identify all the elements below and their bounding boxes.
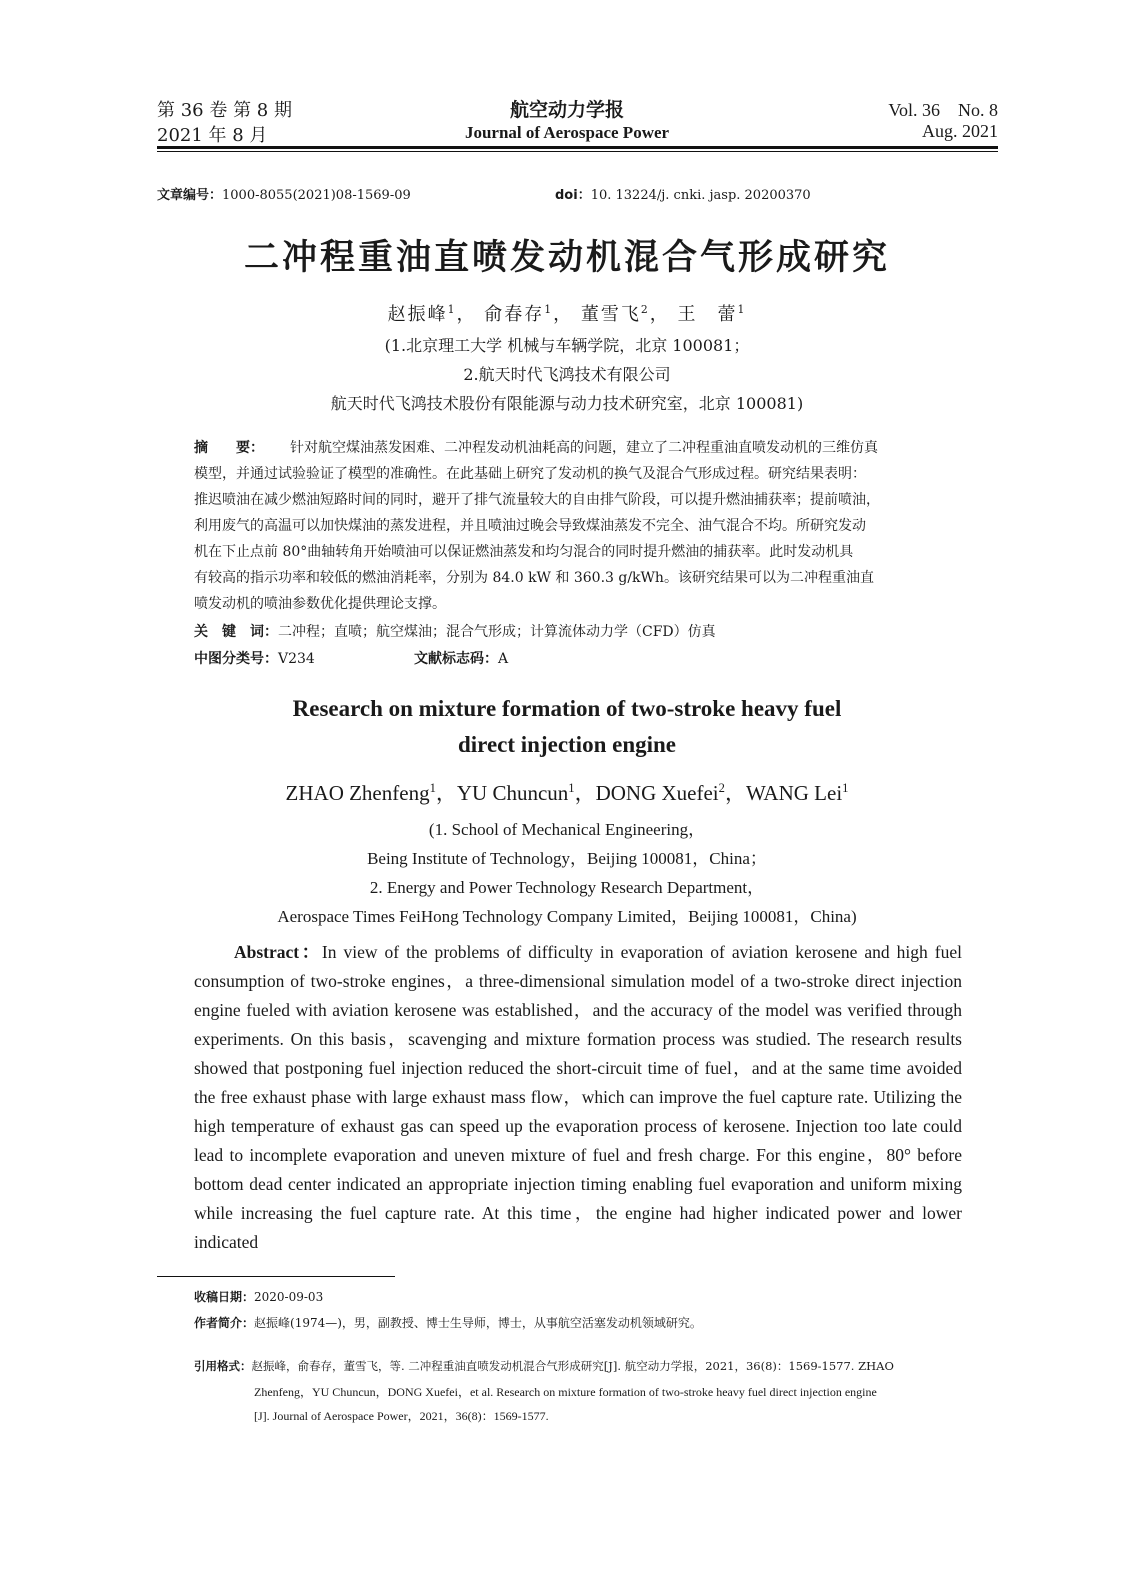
abstract-en-text: In view of the problems of difficulty in evaporation of aviation kerosene and high fuel consumption of two-stroke engines，a three-dimensional simulation model of a two-stroke direct injection engine fueled with aviation kerosene was established，and the accuracy of the model was verified through experiments. On this basis，scavenging and mixture formation process was studied. The research results showed that postponing fuel injection reduced the short-circuit time of fuel，and at the same time avoided the free exhaust phase with large exhaust mass flow，which can improve the fuel capture rate. Utilizing the high temperature of exhaust gas can speed up the evaporation process of kerosene. Injection too late could lead to incomplete evaporation and uneven mixture of fuel and fresh charge. For this engine，80° before bottom dead center indicated an appropriate injection timing enabling fuel evaporation and uniform mixing while increasing the fuel capture rate. At this time，the engine had higher indicated power and lower indicated	[194, 942, 962, 1252]
abstract-cn-line-7: 喷发动机的喷油参数优化提供理论支撑。	[194, 596, 446, 612]
header-date-cn: 2021 年 8 月	[157, 125, 268, 146]
received-date	[194, 1288, 323, 1305]
title-cn: 二冲程重油直喷发动机混合气形成研究	[243, 238, 890, 278]
document-code-label: 文献标志码：	[414, 651, 498, 667]
authors-cn	[0, 300, 1134, 326]
clc-number	[194, 648, 315, 668]
affil-en-1: (1. School of Mechanical Engineering，	[428, 820, 706, 839]
title-en-line-2: direct injection engine	[457, 732, 677, 757]
article-number-value: 1000-8055(2021)08-1569-09	[222, 188, 411, 203]
bio-value: 赵振峰(1974—)，男，副教授、博士生导师，博士，从事航空活塞发动机领域研究。	[254, 1316, 702, 1330]
author-sep: ，	[456, 304, 477, 325]
abstract-en-label: Abstract：	[234, 942, 322, 962]
author-sep: ，	[553, 304, 574, 325]
author-cn-2: 俞春存	[484, 304, 545, 325]
article-number	[157, 184, 411, 203]
abstract-cn-line-4: 利用废气的高温可以加快煤油的蒸发进程，并且喷油过晚会导致煤油蒸发不完全、油气混合不均。所研究发动	[194, 518, 866, 534]
header-volume-cn: 第 36 卷 第 8 期	[157, 100, 292, 121]
author-cn-4: 王 蕾	[677, 304, 738, 325]
article-number-label: 文章编号：	[157, 188, 223, 203]
author-sep: ，	[724, 781, 746, 805]
citation-line-3: [J]. Journal of Aerospace Power，2021，36(8)：1569-1577.	[254, 1409, 549, 1423]
abstract-cn-line-5: 机在下止点前 80°曲轴转角开始喷油可以保证燃油蒸发和均匀混合的同时提升燃油的捕获率。此时发动机具	[194, 544, 854, 560]
affil-cn-2: 2.航天时代飞鸿技术有限公司	[463, 365, 671, 384]
cite-line-1: 赵振峰，俞春存，董雪飞，等. 二冲程重油直喷发动机混合气形成研究[J]. 航空动力学报，2021，36(8)：1569-1577. ZHAO	[251, 1359, 894, 1373]
keywords-cn-label: 关 键 词：	[194, 624, 278, 640]
doi-label: doi：	[555, 188, 591, 203]
author-bio	[194, 1314, 702, 1331]
document-code	[414, 648, 508, 668]
author-cn-1-sup: 1	[447, 303, 457, 316]
received-value: 2020-09-03	[254, 1290, 324, 1304]
header-rule-thick	[157, 146, 998, 149]
author-sep: ，	[574, 781, 596, 805]
footnote-rule	[157, 1276, 395, 1277]
affil-en-2: Being Institute of Technology，Beijing 100081，China；	[367, 849, 767, 868]
abstract-cn-line-1: 针对航空煤油蒸发困难、二冲程发动机油耗高的问题，建立了二冲程重油直喷发动机的三维仿真	[290, 440, 878, 456]
author-cn-3-sup: 2	[640, 303, 650, 316]
abstract-en	[194, 938, 962, 1257]
author-en-3-sup: 2	[718, 781, 725, 795]
author-cn-3: 董雪飞	[580, 304, 641, 325]
author-cn-2-sup: 1	[544, 303, 554, 316]
keywords-cn	[194, 621, 716, 641]
author-sep: ，	[435, 781, 457, 805]
header-date-en: Aug. 2021	[922, 121, 998, 141]
author-cn-4-sup: 1	[737, 303, 747, 316]
author-en-3: DONG Xuefei	[595, 781, 719, 805]
author-en-1: ZHAO Zhenfeng	[285, 781, 430, 805]
author-en-1-sup: 1	[429, 781, 436, 795]
author-sep: ，	[649, 304, 670, 325]
author-en-2: YU Chuncun	[456, 781, 569, 805]
document-code-value: A	[498, 651, 509, 667]
affil-cn-3: 航天时代飞鸿技术股份有限能源与动力技术研究室，北京 100081)	[330, 394, 804, 413]
author-en-4: WANG Lei	[745, 781, 843, 805]
authors-en	[0, 777, 1134, 807]
header-journal-cn: 航空动力学报	[509, 99, 624, 121]
bio-label: 作者简介：	[194, 1316, 255, 1330]
cite-label: 引用格式：	[194, 1359, 252, 1373]
author-cn-1: 赵振峰	[387, 304, 448, 325]
abstract-cn-label: 摘 要：	[194, 440, 264, 456]
header-rule-thin	[157, 151, 998, 152]
affil-en-4: Aerospace Times FeiHong Technology Company Limited，Beijing 100081，China)	[277, 907, 857, 926]
author-en-4-sup: 1	[842, 781, 849, 795]
clc-label: 中图分类号：	[194, 651, 278, 667]
header-journal-en: Journal of Aerospace Power	[464, 123, 670, 142]
header-volume-en: Vol. 36 No. 8	[888, 100, 998, 120]
abstract-cn-line-6: 有较高的指示功率和较低的燃油消耗率，分别为 84.0 kW 和 360.3 g/kWh。该研究结果可以为二冲程重油直	[194, 570, 874, 586]
author-en-2-sup: 1	[568, 781, 575, 795]
keywords-cn-value: 二冲程；直喷；航空煤油；混合气形成；计算流体动力学（CFD）仿真	[278, 624, 716, 640]
citation-line-1	[194, 1358, 894, 1374]
received-label: 收稿日期：	[194, 1290, 255, 1304]
citation-line-2: Zhenfeng，YU Chuncun，DONG Xuefei，et al. Research on mixture formation of two-stroke heavy fuel direct injection engine	[254, 1385, 877, 1399]
abstract-cn-line-3: 推迟喷油在减少燃油短路时间的同时，避开了排气流量较大的自由排气阶段，可以提升燃油捕获率；提前喷油，	[194, 492, 880, 508]
affil-en-3: 2. Energy and Power Technology Research Department，	[369, 878, 765, 897]
abstract-cn-line-2: 模型，并通过试验验证了模型的准确性。在此基础上研究了发动机的换气及混合气形成过程。研究结果表明：	[194, 466, 866, 482]
clc-value: V234	[278, 651, 315, 667]
affil-cn-1: (1.北京理工大学 机械与车辆学院，北京 100081；	[384, 336, 750, 355]
title-en-line-1: Research on mixture formation of two-stroke heavy fuel	[292, 696, 842, 721]
doi-value: 10. 13224/j. cnki. jasp. 20200370	[590, 188, 811, 203]
doi	[555, 184, 811, 203]
